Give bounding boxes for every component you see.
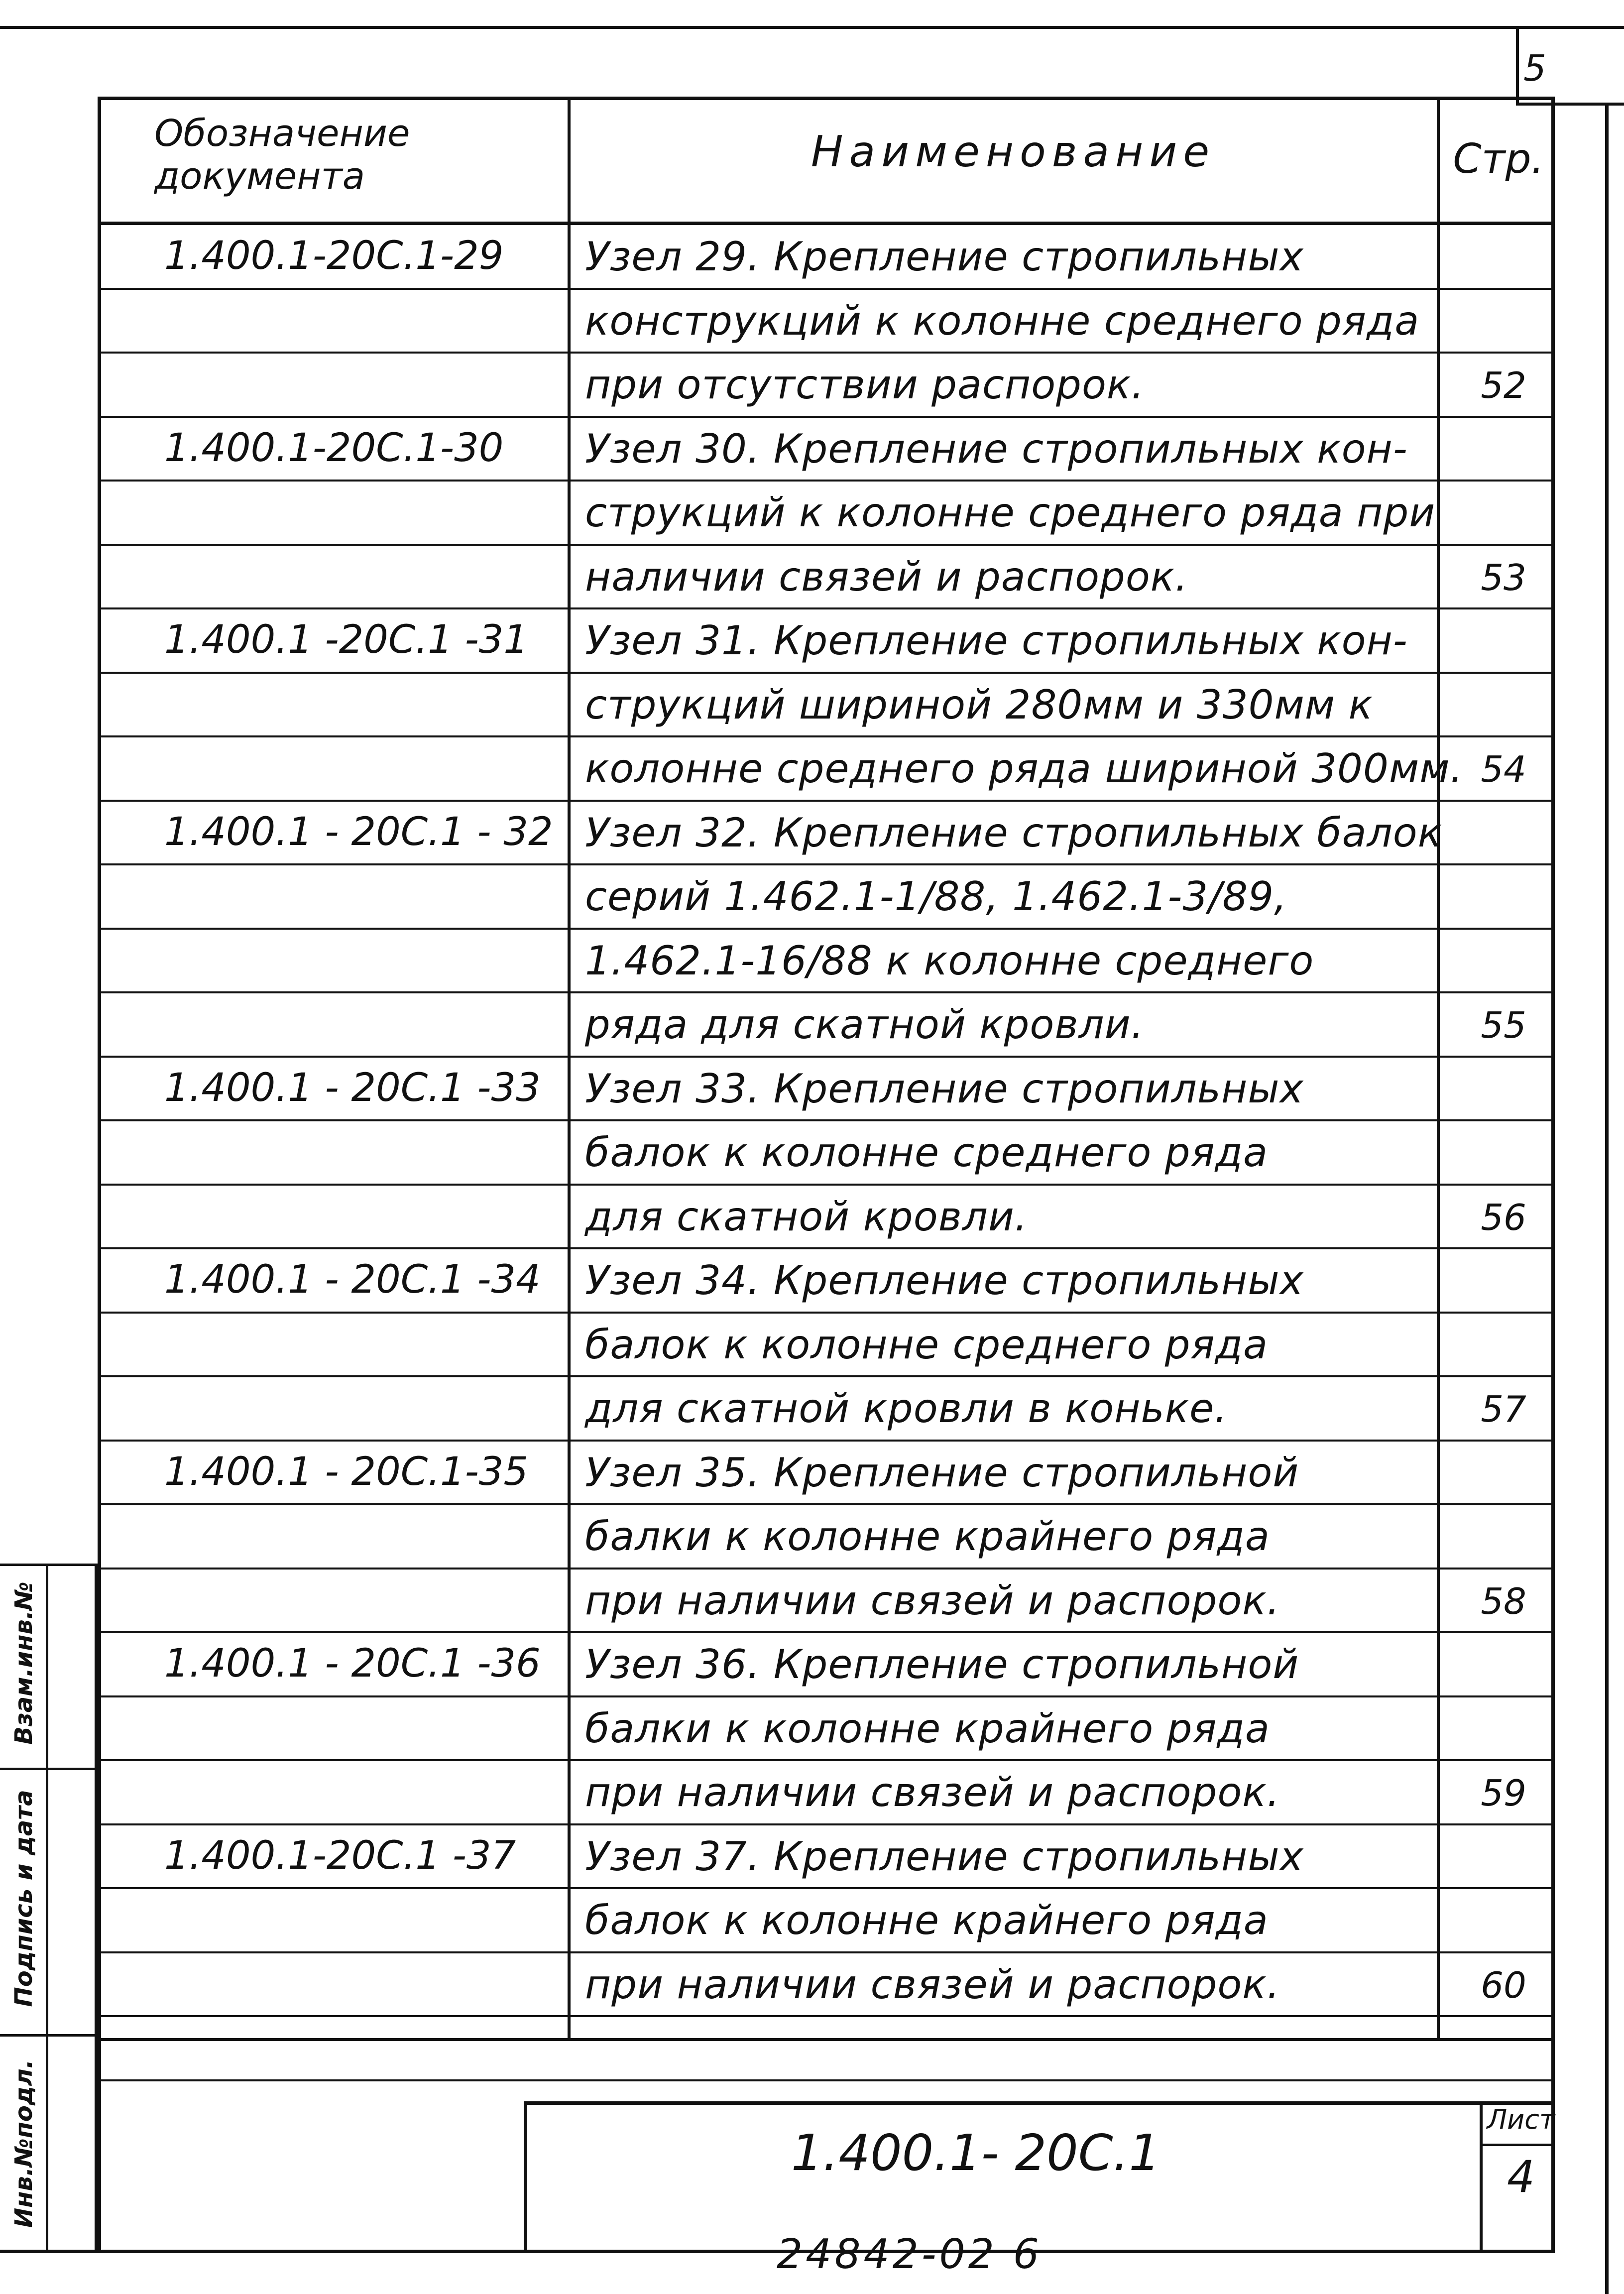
row-designation: 1.400.1 - 20С.1 -36 [164,1641,541,1686]
stamp-col-mid [46,1564,48,2253]
table-row [100,1632,1553,1694]
row-name: балок к колонне среднего ряда [585,1129,1269,1176]
row-designation: 1.400.1 - 20С.1 -33 [164,1065,541,1110]
row-name: балок к колонне среднего ряда [585,1321,1269,1368]
row-name: конструкций к колонне среднего ряда [585,297,1420,344]
row-name: балок к колонне крайнего ряда [585,1897,1269,1943]
row-name: Узел 30. Крепление стропильных кон- [585,425,1408,472]
right-edge-rule [1605,106,1609,2294]
row-name: ряда для скатной кровли. [585,1001,1145,1048]
row-name: при отсутствии распорок. [585,362,1145,408]
row-name: струкций к колонне среднего ряда при [585,489,1436,536]
table-row [100,1376,1553,1439]
row-page: 59 [1481,1772,1526,1814]
table-row [100,1952,1553,2015]
table-row [100,992,1553,1055]
table-row [100,545,1553,607]
table-row [100,481,1553,543]
header-page: Стр. [1453,135,1544,183]
row-designation: 1.400.1-20С.1-30 [164,425,504,471]
row-name: при наличии связей и распорок. [585,1577,1280,1624]
row-name: Узел 29. Крепление стропильных [585,234,1304,280]
table-row [100,1504,1553,1567]
table-row [100,1888,1553,1950]
table-row [100,225,1553,287]
row-separator [100,2079,1553,2081]
row-designation: 1.400.1 -20С.1 -31 [164,617,528,662]
table-row [100,1120,1553,1183]
page-number-box-left [1516,26,1519,106]
row-name: колонне среднего ряда шириной 300мм. [585,745,1463,792]
row-page: 60 [1481,1964,1526,2006]
row-name: Узел 34. Крепление стропильных [585,1257,1304,1304]
row-name: Узел 31. Крепление стропильных кон- [585,617,1408,664]
header-designation: Обозначение документа [154,112,410,198]
sheet-box-divider [1480,2144,1554,2146]
row-name: балки к колонне крайнего ряда [585,1513,1270,1560]
stamp-col-right [95,1564,98,2253]
table-row [100,929,1553,991]
row-designation: 1.400.1-20С.1 -37 [164,1833,516,1878]
row-page: 54 [1481,748,1526,790]
stamp-replace-inv: Взам.инв.№ [10,1581,38,1745]
table-row [100,1760,1553,1822]
table-row [100,1185,1553,1247]
row-page: 58 [1481,1580,1526,1622]
row-name: при наличии связей и распорок. [585,1769,1280,1815]
row-name: струкций шириной 280мм и 330мм к [585,681,1373,728]
row-name: Узел 36. Крепление стропильной [585,1641,1299,1688]
row-name: 1.462.1-16/88 к колонне среднего [585,937,1314,984]
table-row [100,289,1553,351]
row-page: 56 [1481,1196,1526,1238]
row-name: Узел 35. Крепление стропильной [585,1449,1299,1496]
table-row [100,1441,1553,1503]
row-page: 53 [1481,556,1526,599]
title-block-left [524,2101,527,2253]
table-row [100,801,1553,863]
sheet-label: Лист [1487,2104,1555,2135]
table-row [100,353,1553,415]
row-name: наличии связей и распорок. [585,553,1188,600]
table-row [100,1569,1553,1631]
row-name: Узел 33. Крепление стропильных [585,1065,1304,1112]
row-page: 55 [1481,1004,1526,1046]
row-designation: 1.400.1-20С.1-29 [164,234,504,278]
stamp-inv-no: Инв.№подл. [10,2059,38,2228]
row-page: 57 [1481,1388,1526,1430]
top-rule [0,26,1624,29]
row-name: Узел 37. Крепление стропильных [585,1833,1304,1880]
row-name: балки к колонне крайнего ряда [585,1705,1270,1752]
sheet-box-left [1480,2101,1483,2253]
row-name: при наличии связей и распорок. [585,1961,1280,2008]
archive-number: 24842-02 6 [777,2231,1043,2278]
row-page: 52 [1481,364,1526,406]
row-name: для скатной кровли в коньке. [585,1385,1228,1432]
table-row [100,2016,1553,2078]
table-row [100,1248,1553,1311]
row-name: для скатной кровли. [585,1193,1028,1240]
table-row [100,1824,1553,1887]
table-row [100,864,1553,927]
table-row [100,673,1553,735]
row-name: серий 1.462.1-1/88, 1.462.1-3/89, [585,873,1287,920]
header-name: Наименование [811,127,1216,177]
table-row [100,1313,1553,1375]
page-number: 5 [1523,47,1546,89]
table-top-border [100,97,1553,100]
document-code: 1.400.1- 20С.1 [791,2124,1161,2182]
table-row [100,1696,1553,1759]
sheet-number: 4 [1507,2151,1535,2202]
row-designation: 1.400.1 - 20С.1 -34 [164,1257,541,1302]
row-designation: 1.400.1 - 20С.1-35 [164,1449,528,1494]
row-designation: 1.400.1 - 20С.1 - 32 [164,809,553,854]
table-row [100,608,1553,671]
table-row [100,417,1553,479]
stamp-sign-date: Подпись и дата [10,1790,38,2007]
table-row [100,1057,1553,1119]
title-block-top [525,2101,1554,2105]
row-name: Узел 32. Крепление стропильных балок [585,809,1443,856]
table-row [100,736,1553,799]
